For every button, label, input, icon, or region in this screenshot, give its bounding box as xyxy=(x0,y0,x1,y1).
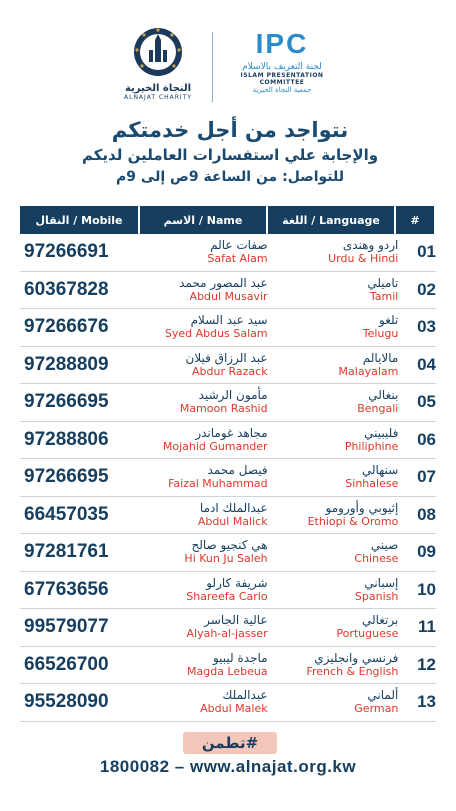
header-number: # xyxy=(396,206,434,234)
row-number: 03 xyxy=(417,317,437,337)
name-english: Magda Lebeua xyxy=(186,664,268,678)
language-cell xyxy=(272,613,403,641)
table-row xyxy=(20,422,436,460)
language-arabic: بنغالي xyxy=(368,388,399,403)
title-block xyxy=(20,116,440,188)
mobile-number[interactable]: 99579077 xyxy=(24,616,109,638)
language-english: Telugu xyxy=(362,327,399,341)
title-line-3: للتواصل: من الساعة 9ص إلى 9م xyxy=(116,169,344,185)
table-row xyxy=(20,647,436,685)
ipc-english-name: ISLAM PRESENTATION COMMITTEE xyxy=(240,72,324,86)
language-arabic: فرنسي وانجليزي xyxy=(314,650,399,665)
row-number: 05 xyxy=(417,392,437,412)
language-cell xyxy=(272,501,403,529)
language-english: Bengali xyxy=(357,402,399,416)
language-cell xyxy=(272,688,403,716)
title-line-1: نتواجد من أجل خدمتكم xyxy=(111,118,349,142)
footer-contact[interactable]: 1800082 – www.alnajat.org.kw xyxy=(99,757,357,776)
name-arabic: صفات عالم xyxy=(210,238,268,253)
mobile-number[interactable]: 97288806 xyxy=(24,428,109,450)
language-english: Portuguese xyxy=(336,627,399,641)
name-arabic: عبد الرزاق فيلان xyxy=(185,350,268,365)
mobile-number[interactable]: 60367828 xyxy=(24,278,109,300)
header-language: اللغة / Language xyxy=(268,206,394,234)
name-cell xyxy=(141,463,272,491)
row-number: 12 xyxy=(417,654,437,674)
contacts-table xyxy=(20,206,436,722)
row-number: 04 xyxy=(417,354,437,374)
name-english: Abdul Malick xyxy=(197,514,268,528)
language-cell xyxy=(272,388,403,416)
name-cell xyxy=(141,651,272,679)
name-arabic: ماجدة ليبيو xyxy=(212,650,268,665)
mobile-number[interactable]: 97266695 xyxy=(24,466,109,488)
name-arabic: عبد المصور محمد xyxy=(179,275,268,290)
alnajat-arabic-name: النجاة الخيرية xyxy=(124,83,192,94)
row-number: 10 xyxy=(417,579,437,599)
name-cell xyxy=(141,576,272,604)
name-cell xyxy=(141,538,272,566)
name-english: Hi Kun Ju Saleh xyxy=(184,552,268,566)
language-arabic: اردو وهندى xyxy=(342,238,399,253)
name-english: Faizal Muhammad xyxy=(168,477,268,491)
name-english: Mamoon Rashid xyxy=(179,402,268,416)
language-cell xyxy=(272,313,403,341)
language-arabic: صيني xyxy=(370,538,399,553)
name-arabic: هي كنجيو صالح xyxy=(191,538,268,553)
language-cell xyxy=(272,276,403,304)
language-cell xyxy=(272,351,403,379)
row-number: 01 xyxy=(417,242,437,262)
language-arabic: سنهالي xyxy=(361,463,399,478)
name-arabic: مجاهد غوماندر xyxy=(195,425,268,440)
mobile-number[interactable]: 97266695 xyxy=(24,391,109,413)
mobile-number[interactable]: 97281761 xyxy=(24,541,109,563)
language-english: German xyxy=(354,702,399,716)
row-number: 11 xyxy=(418,617,437,637)
name-arabic: عبدالملك ادما xyxy=(199,500,268,515)
name-cell xyxy=(141,388,272,416)
language-cell xyxy=(272,538,403,566)
header-name: الاسم / Name xyxy=(140,206,266,234)
language-arabic: فليبيني xyxy=(364,425,399,440)
row-number: 02 xyxy=(417,279,437,299)
language-english: French & English xyxy=(306,664,399,678)
name-arabic: سيد عبد السلام xyxy=(190,313,268,328)
table-row xyxy=(20,459,436,497)
table-row xyxy=(20,534,436,572)
language-cell xyxy=(272,463,403,491)
language-english: Malayalam xyxy=(338,364,399,378)
language-english: Chinese xyxy=(354,552,399,566)
table-row xyxy=(20,384,436,422)
name-arabic: شريفة كارلو xyxy=(206,575,268,590)
hashtag-badge: #تطمن xyxy=(183,732,277,754)
table-row xyxy=(20,684,436,722)
table-body xyxy=(20,234,436,722)
mobile-number[interactable]: 66457035 xyxy=(24,503,109,525)
name-cell xyxy=(141,613,272,641)
mobile-number[interactable]: 67763656 xyxy=(24,578,109,600)
table-row xyxy=(20,234,436,272)
alnajat-emblem-icon xyxy=(132,26,184,78)
language-arabic: مالايالم xyxy=(362,350,399,365)
mobile-number[interactable]: 97288809 xyxy=(24,353,109,375)
language-arabic: ألماني xyxy=(367,688,399,703)
name-arabic: مأمون الرشيد xyxy=(198,388,268,403)
name-cell xyxy=(141,501,272,529)
row-number: 09 xyxy=(417,542,437,562)
ipc-arabic-name: لجنة التعريف بالاسلام xyxy=(242,62,322,72)
row-number: 06 xyxy=(417,429,437,449)
mobile-number[interactable]: 97266691 xyxy=(24,241,109,263)
name-cell xyxy=(141,426,272,454)
name-english: Safat Alam xyxy=(207,252,268,266)
alnajat-english-name: ALNAJAT CHARITY xyxy=(124,94,192,101)
language-english: Spanish xyxy=(354,589,399,603)
table-row xyxy=(20,347,436,385)
name-english: Shareefa Carlo xyxy=(186,589,268,603)
name-english: Mojahid Gumander xyxy=(162,439,268,453)
language-arabic: إثيوبي وأورومو xyxy=(325,500,399,515)
mobile-number[interactable]: 95528090 xyxy=(24,691,109,713)
language-arabic: تاميلي xyxy=(367,275,399,290)
ipc-subtitle: جمعية النجاة الخيرية xyxy=(252,86,312,94)
language-cell xyxy=(272,576,403,604)
language-cell xyxy=(272,238,403,266)
language-english: Urdu & Hindi xyxy=(328,252,399,266)
name-cell xyxy=(141,688,272,716)
language-english: Ethiopi & Oromo xyxy=(307,514,399,528)
language-cell xyxy=(272,651,403,679)
ipc-wordmark: IPC xyxy=(255,28,309,59)
table-row xyxy=(20,497,436,535)
language-arabic: تلغو xyxy=(379,313,399,328)
name-arabic: فيصل محمد xyxy=(207,463,268,478)
name-english: Abdul Malek xyxy=(200,702,268,716)
table-row xyxy=(20,272,436,310)
row-number: 13 xyxy=(417,692,437,712)
name-cell xyxy=(141,238,272,266)
name-cell xyxy=(141,276,272,304)
language-arabic: برتغالي xyxy=(361,613,399,628)
table-row xyxy=(20,609,436,647)
header-mobile: النقال / Mobile xyxy=(20,206,138,234)
logo-divider xyxy=(212,32,213,102)
table-header xyxy=(20,206,436,234)
row-number: 08 xyxy=(417,504,437,524)
row-number: 07 xyxy=(417,467,437,487)
name-english: Syed Abdus Salam xyxy=(164,327,268,341)
language-cell xyxy=(272,426,403,454)
alnajat-logo xyxy=(118,26,198,101)
table-row xyxy=(20,309,436,347)
name-english: Alyah-al-jasser xyxy=(186,627,268,641)
name-english: Abdur Razack xyxy=(192,364,268,378)
language-english: Philiphine xyxy=(344,439,399,453)
header xyxy=(0,20,456,115)
title-line-2: والإجابة علي استفسارات العاملين لديكم xyxy=(81,146,379,164)
name-cell xyxy=(141,313,272,341)
table-row xyxy=(20,572,436,610)
language-english: Sinhalese xyxy=(345,477,399,491)
language-arabic: إسباني xyxy=(364,575,399,590)
mobile-number[interactable]: 97266676 xyxy=(24,316,109,338)
ipc-logo xyxy=(222,28,342,94)
name-arabic: عالية الجاسر xyxy=(204,613,268,628)
mobile-number[interactable]: 66526700 xyxy=(24,653,109,675)
language-english: Tamil xyxy=(369,289,399,303)
name-english: Abdul Musavir xyxy=(189,289,268,303)
name-arabic: عبدالملك xyxy=(222,688,268,703)
name-cell xyxy=(141,351,272,379)
